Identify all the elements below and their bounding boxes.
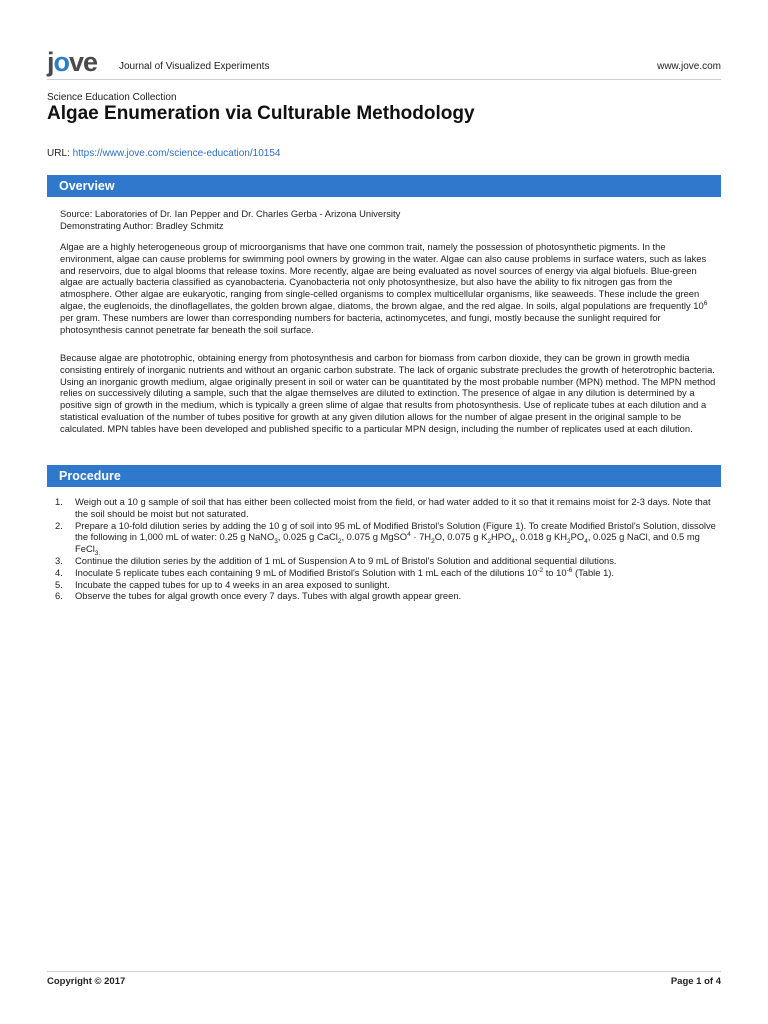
step-number: 2. <box>55 519 63 531</box>
step-number: 3. <box>55 554 63 566</box>
superscript: -2 <box>537 566 544 574</box>
source-line: Source: Laboratories of Dr. Ian Pepper and Dr. Charles Gerba - Arizona University <box>60 208 401 219</box>
author-line: Demonstrating Author: Bradley Schmitz <box>60 219 224 231</box>
url-line <box>47 148 280 159</box>
superscript: 4 <box>407 531 411 539</box>
step-text: Continue the dilution series by the addition of 1 mL of Suspension A to 9 mL of Bristol's Solution and additional sequential dilutions. <box>75 554 617 566</box>
overview-heading: Overview <box>47 175 721 197</box>
header-divider <box>47 79 721 80</box>
step-text: Weigh out a 10 g sample of soil that has either been collected moist from the field, or had water added to it so that it remains moist for 2-3 days. Note that the soil should be moist but not saturated. <box>75 496 711 519</box>
p1-superscript: 6 <box>703 299 708 307</box>
copyright: Copyright © 2017 <box>47 976 126 987</box>
list-item <box>55 579 721 591</box>
article-link[interactable]: https://www.jove.com/science-education/10154 <box>72 148 281 159</box>
logo-ve: ve <box>69 47 98 77</box>
journal-name: Journal of Visualized Experiments <box>119 61 270 72</box>
list-item <box>55 590 721 602</box>
step-text: , 0.075 g MgSO <box>341 531 408 543</box>
subscript: 3 <box>274 538 278 546</box>
step-text: , 0.018 g KH <box>514 531 568 543</box>
overview-paragraph-1 <box>60 241 721 335</box>
list-item <box>55 567 721 579</box>
step-text: , 0.025 g CaCl <box>277 531 338 543</box>
step-number: 6. <box>55 590 63 602</box>
list-item <box>55 496 721 520</box>
step-number: 5. <box>55 578 63 590</box>
page-number: Page 1 of 4 <box>670 976 721 987</box>
step-number: 4. <box>55 566 63 578</box>
step-text: Incubate the capped tubes for up to 4 weeks in an area exposed to sunlight. <box>75 578 390 590</box>
site-url: www.jove.com <box>657 61 721 72</box>
list-item <box>55 555 721 567</box>
step-text: Observe the tubes for algal growth once every 7 days. Tubes with algal growth appear green. <box>75 590 462 602</box>
p1-text-a: Algae are a highly heterogeneous group of microorganisms that have one common trait, namely the possession of photosynthetic pigments. In the environment, algae can cause problems for swimming pool owners by growing in the water. Algae can also cause problems in surface waters, such as lakes and reservoirs, due to algal blooms that release toxins. More recently, algae are being evaluated as novel sources of energy via algal biofuels. Blue-green algae are actually bacteria classified as cyanobacteria. Cyanobacteria not only photosynthesize, but also have the ability to fix nitrogen gas from the atmosphere. Other algae are eukaryotic, ranging from single-celled organisms to complex multicellular organisms, like seaweeds. These include the green algae, the euglenoids, the dinoflagellates, the golden brown algae, diatoms, the brown algae, and the red algae. In soils, algal populations are frequently 10 <box>60 241 707 311</box>
procedure-list <box>55 496 721 602</box>
step-text: O, 0.075 g K <box>434 531 488 543</box>
page-header <box>47 47 721 77</box>
step-text: · 7H <box>410 531 432 543</box>
subscript: 3. <box>94 550 101 558</box>
subscript: 2 <box>487 538 491 546</box>
step-text: PO <box>570 531 585 543</box>
logo-o: o <box>53 47 70 77</box>
page-title: Algae Enumeration via Culturable Methodology <box>47 103 475 124</box>
subscript: 2 <box>567 538 571 546</box>
footer-divider <box>47 971 721 972</box>
procedure-heading: Procedure <box>47 465 721 487</box>
p1-text-b: per gram. These numbers are lower than corresponding numbers for bacteria, actinomycetes, and fungi, mostly because the sunlight required for photosynthesis cannot penetrate far beneath the soil surface. <box>60 311 661 335</box>
jove-logo <box>47 47 97 77</box>
p2-text: Because algae are phototrophic, obtaining energy from photosynthesis and carbon for biomass from carbon dioxide, they can be grown in growth media consisting entirely of inorganic nutrients and without an organic carbon substrate. The lack of organic substrate precludes the growth of heterotrophic bacteria. Using an inorganic growth medium, algae originally present in soil or water can be quantitated by the most probable number (MPN) method. The MPN method relies on successively diluting a sample, such that the algae themselves are diluted to extinction. The presence of algae in any dilution is determined by a positive sign of growth in the medium, which is typically a green slime of algae that results from photosynthesis. Use of replicate tubes at each dilution and a statistical evaluation of the number of tubes positive for growth at any given dilution allows for the number of algae present in the original sample to be calculated. MPN tables have been developed and published specific to a particular MPN design, including the number of replicates used at each dilution. <box>60 352 716 434</box>
document-page <box>47 0 721 1024</box>
subscript: 4 <box>584 538 588 546</box>
overview-credits <box>60 208 721 232</box>
step-text: (Table 1). <box>572 566 615 578</box>
step-number: 1. <box>55 496 63 507</box>
subscript: 2 <box>337 538 342 546</box>
overview-paragraph-2 <box>60 352 721 435</box>
subscript: 4 <box>511 538 515 546</box>
step-text: to 10 <box>543 566 567 578</box>
step-text: HPO <box>490 531 512 543</box>
list-item <box>55 519 721 558</box>
subscript: 2 <box>431 538 435 546</box>
superscript: -6 <box>566 566 573 574</box>
step-text: Prepare a 10-fold dilution series by adding the 10 g of soil into 95 mL of Modified Bristol's Solution (Figure 1). To create Modified Bristol's Solution, dissolve the following in 1,000 mL of water: 0.25 g NaNO <box>75 519 716 543</box>
url-label: URL: <box>47 148 73 159</box>
logo-j: j <box>47 47 54 77</box>
step-text: , 0.025 g NaCl, and 0.5 mg FeCl <box>75 531 700 555</box>
collection-label: Science Education Collection <box>47 92 177 103</box>
step-text: Inoculate 5 replicate tubes each containing 9 mL of Modified Bristol's Solution with 1 mL each of the dilutions 10 <box>75 566 538 578</box>
